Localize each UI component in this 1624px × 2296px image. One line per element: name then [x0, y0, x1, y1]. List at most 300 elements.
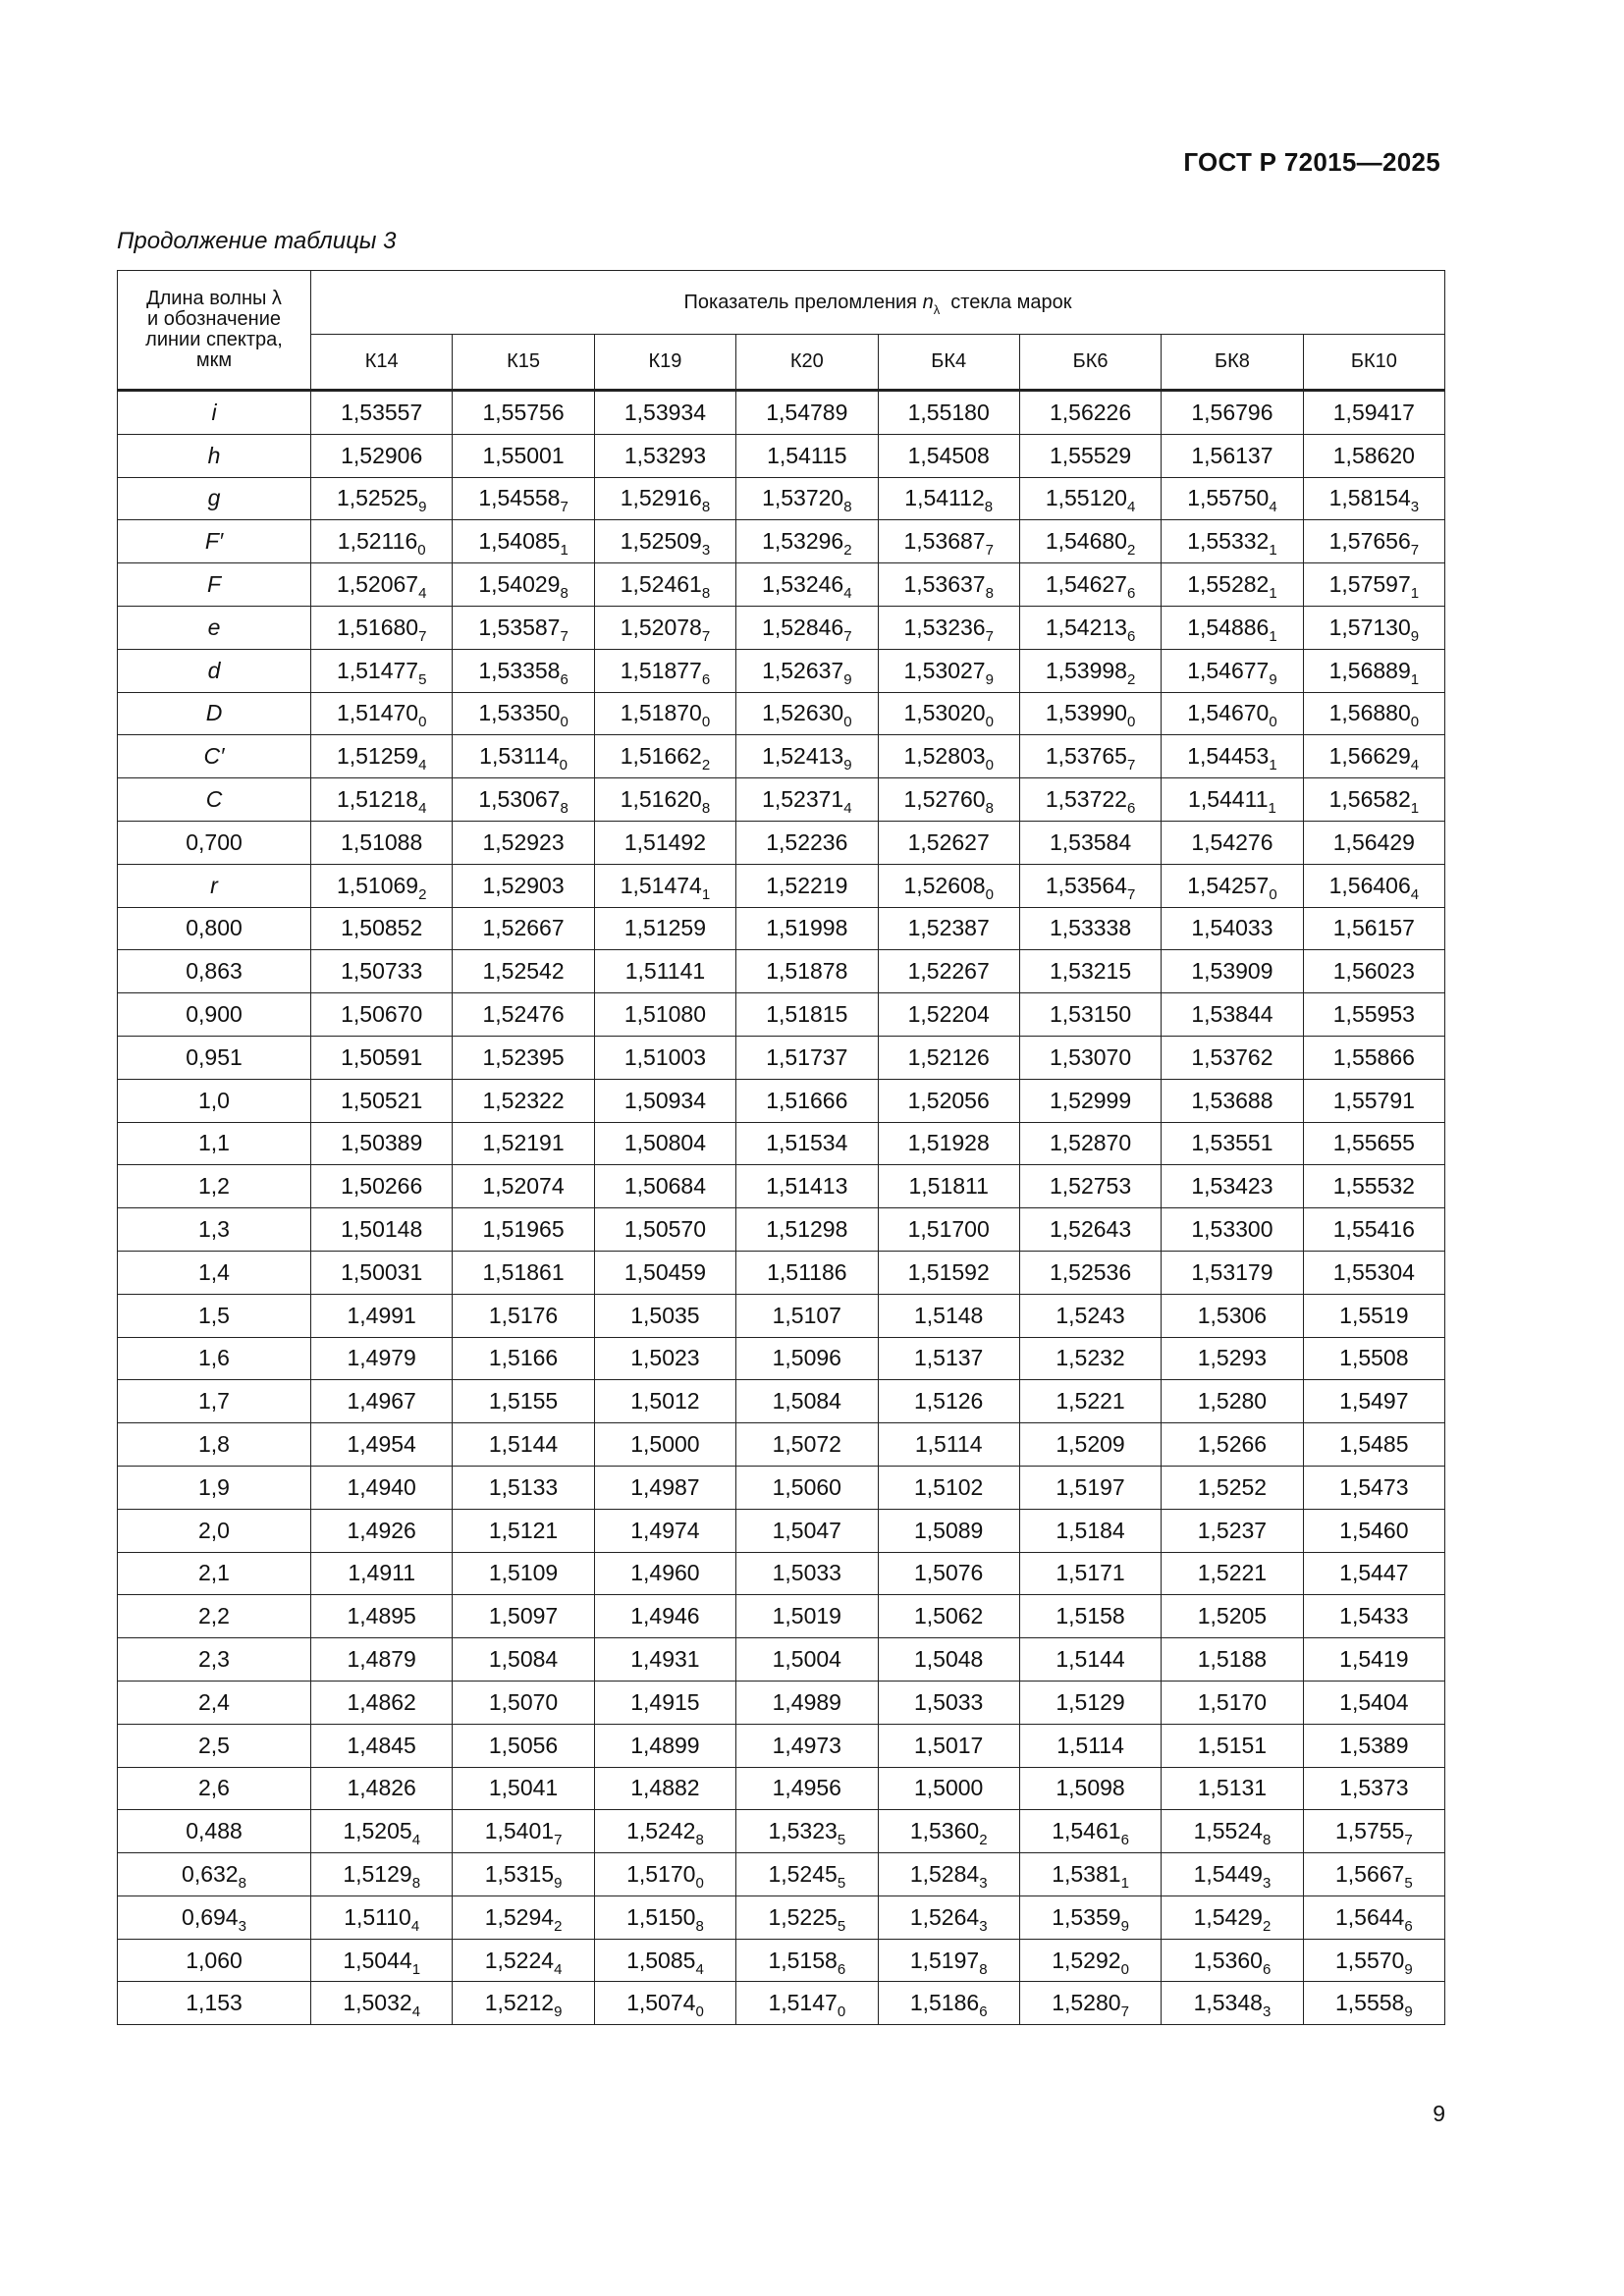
refractive-index-cell: 1,53150 [1019, 993, 1161, 1037]
refractive-index-cell: 1,5102 [878, 1466, 1019, 1509]
refractive-index-cell: 1,4987 [594, 1466, 735, 1509]
table-row [118, 1509, 1445, 1552]
refractive-index-cell: 1,4862 [311, 1681, 453, 1724]
refractive-index-cell: 1,5109 [453, 1552, 594, 1595]
refractive-index-cell: 1,5280 [1162, 1380, 1303, 1423]
refractive-index-cell: $1,5359_9$ [1019, 1896, 1161, 1939]
refractive-index-cell: 1,53551 [1162, 1122, 1303, 1165]
table-row [118, 520, 1445, 563]
refractive-index-cell: 1,50670 [311, 993, 453, 1037]
refractive-index-cell: 1,5176 [453, 1294, 594, 1337]
refractive-index-cell: $1,52630_0$ [736, 692, 878, 735]
refractive-index-cell: 1,5070 [453, 1681, 594, 1724]
refractive-index-cell: 1,5205 [1162, 1595, 1303, 1638]
wavelength-label: g [118, 477, 311, 520]
refractive-index-cell: $1,5044_1$ [311, 1939, 453, 1982]
refractive-index-cell: $1,53637_8$ [878, 563, 1019, 607]
refractive-index-cell: $1,5170_0$ [594, 1853, 735, 1896]
refractive-index-group-header: Показатель преломления $n_\lambda$ стекла марок [311, 271, 1445, 335]
refractive-index-cell: 1,54508 [878, 434, 1019, 477]
refractive-index-cell: 1,5121 [453, 1509, 594, 1552]
refractive-index-cell: $1,5644_6$ [1303, 1896, 1444, 1939]
refractive-index-cell: $1,5360_2$ [878, 1810, 1019, 1853]
refractive-index-cell: 1,5047 [736, 1509, 878, 1552]
table-row [118, 993, 1445, 1037]
refractive-index-cell: $1,5242_8$ [594, 1810, 735, 1853]
refractive-index-cell: $1,5147_0$ [736, 1982, 878, 2025]
refractive-index-cell: 1,4911 [311, 1552, 453, 1595]
refractive-index-cell: 1,50852 [311, 907, 453, 950]
table-row [118, 434, 1445, 477]
refractive-index-cell: 1,51700 [878, 1208, 1019, 1252]
table-row [118, 391, 1445, 435]
wavelength-label: $0,632_8$ [118, 1853, 311, 1896]
refractive-index-cell: $1,54112_8$ [878, 477, 1019, 520]
refractive-index-cell: 1,51413 [736, 1165, 878, 1208]
wavelength-label: e [118, 606, 311, 649]
refractive-index-cell: 1,4954 [311, 1423, 453, 1467]
refractive-index-cell: 1,4973 [736, 1724, 878, 1767]
table-row [118, 1595, 1445, 1638]
refractive-index-cell: $1,54627_6$ [1019, 563, 1161, 607]
refractive-index-cell: $1,5032_4$ [311, 1982, 453, 2025]
refractive-index-cell: 1,52906 [311, 434, 453, 477]
table-row [118, 563, 1445, 607]
wavelength-label: 2,6 [118, 1767, 311, 1810]
refractive-index-cell: 1,5017 [878, 1724, 1019, 1767]
refractive-index-cell: 1,5019 [736, 1595, 878, 1638]
refractive-index-cell: $1,52067_4$ [311, 563, 453, 607]
refractive-index-cell: 1,50804 [594, 1122, 735, 1165]
refractive-index-cell: 1,4960 [594, 1552, 735, 1595]
refractive-index-cell: 1,52126 [878, 1036, 1019, 1079]
table-body [118, 391, 1445, 2025]
refractive-index-cell: $1,5085_4$ [594, 1939, 735, 1982]
refractive-index-cell: 1,55953 [1303, 993, 1444, 1037]
refractive-index-cell: 1,5485 [1303, 1423, 1444, 1467]
refractive-index-cell: 1,5144 [453, 1423, 594, 1467]
refractive-index-cell: 1,5048 [878, 1638, 1019, 1682]
refractive-index-cell: $1,52637_9$ [736, 649, 878, 692]
refractive-index-cell: $1,5205_4$ [311, 1810, 453, 1853]
refractive-index-cell: 1,52753 [1019, 1165, 1161, 1208]
table-row [118, 1380, 1445, 1423]
wavelength-label: 1,1 [118, 1122, 311, 1165]
refractive-index-cell: 1,4946 [594, 1595, 735, 1638]
refractive-index-cell: 1,5252 [1162, 1466, 1303, 1509]
refractive-index-cell: $1,51620_8$ [594, 778, 735, 822]
table-row [118, 1552, 1445, 1595]
refractive-index-cell: 1,50389 [311, 1122, 453, 1165]
refractive-index-cell: 1,55529 [1019, 434, 1161, 477]
wavelength-label: r [118, 864, 311, 907]
refractive-index-cell: $1,52371_4$ [736, 778, 878, 822]
refractive-index-cell: 1,5129 [1019, 1681, 1161, 1724]
table-row [118, 1079, 1445, 1122]
table-row [118, 735, 1445, 778]
refractive-index-cell: $1,54680_2$ [1019, 520, 1161, 563]
refractive-index-cell: 1,51928 [878, 1122, 1019, 1165]
refractive-index-cell: 1,4845 [311, 1724, 453, 1767]
refractive-index-cell: 1,50934 [594, 1079, 735, 1122]
refractive-index-cell: 1,59417 [1303, 391, 1444, 435]
refractive-index-cell: 1,4826 [311, 1767, 453, 1810]
refractive-index-cell: $1,53114_0$ [453, 735, 594, 778]
refractive-index-cell: 1,53338 [1019, 907, 1161, 950]
table-row [118, 1423, 1445, 1467]
refractive-index-cell: $1,54677_9$ [1162, 649, 1303, 692]
refractive-index-cell: $1,5074_0$ [594, 1982, 735, 2025]
refractive-index-cell: 1,4956 [736, 1767, 878, 1810]
wavelength-label: C′ [118, 735, 311, 778]
refractive-index-cell: $1,5449_3$ [1162, 1853, 1303, 1896]
refractive-index-cell: 1,51815 [736, 993, 878, 1037]
wavelength-label: 2,2 [118, 1595, 311, 1638]
refractive-index-cell: 1,5060 [736, 1466, 878, 1509]
wavelength-label: F′ [118, 520, 311, 563]
refractive-index-cell: $1,55332_1$ [1162, 520, 1303, 563]
refractive-index-cell: 1,51003 [594, 1036, 735, 1079]
refractive-index-cell: $1,5197_8$ [878, 1939, 1019, 1982]
refractive-index-cell: $1,54411_1$ [1162, 778, 1303, 822]
refractive-index-cell: $1,51218_4$ [311, 778, 453, 822]
refractive-index-cell: $1,5294_2$ [453, 1896, 594, 1939]
refractive-index-cell: 1,5419 [1303, 1638, 1444, 1682]
refractive-index-cell: 1,53179 [1162, 1251, 1303, 1294]
wavelength-label: d [118, 649, 311, 692]
refractive-index-cell: $1,5558_9$ [1303, 1982, 1444, 2025]
refractive-index-cell: 1,5097 [453, 1595, 594, 1638]
refractive-index-cell: 1,5158 [1019, 1595, 1161, 1638]
refractive-index-cell: 1,5166 [453, 1337, 594, 1380]
refractive-index-cell: $1,53564_7$ [1019, 864, 1161, 907]
refractive-index-cell: $1,5150_8$ [594, 1896, 735, 1939]
refractive-index-cell: 1,5133 [453, 1466, 594, 1509]
refractive-index-cell: 1,51088 [311, 821, 453, 864]
refractive-index-cell: 1,50459 [594, 1251, 735, 1294]
wavelength-label: 1,3 [118, 1208, 311, 1252]
table-row [118, 907, 1445, 950]
refractive-index-cell: $1,56880_0$ [1303, 692, 1444, 735]
refractive-index-cell: $1,54085_1$ [453, 520, 594, 563]
refractive-index-cell: $1,53722_6$ [1019, 778, 1161, 822]
wavelength-label: 1,153 [118, 1982, 311, 2025]
refractive-index-cell: 1,5447 [1303, 1552, 1444, 1595]
refractive-index-cell: $1,53998_2$ [1019, 649, 1161, 692]
refractive-index-cell: $1,53236_7$ [878, 606, 1019, 649]
refractive-index-cell: $1,5461_6$ [1019, 1810, 1161, 1853]
refractive-index-cell: $1,5224_4$ [453, 1939, 594, 1982]
table-row [118, 1466, 1445, 1509]
refractive-index-cell: 1,52999 [1019, 1079, 1161, 1122]
refractive-index-cell: $1,53765_7$ [1019, 735, 1161, 778]
refractive-index-cell: 1,4989 [736, 1681, 878, 1724]
table-row [118, 1122, 1445, 1165]
refractive-index-cell: 1,52267 [878, 950, 1019, 993]
refractive-index-cell: 1,53423 [1162, 1165, 1303, 1208]
refractive-index-cell: 1,4926 [311, 1509, 453, 1552]
refractive-index-cell: $1,53990_0$ [1019, 692, 1161, 735]
refractive-index-cell: $1,53067_8$ [453, 778, 594, 822]
refractive-index-cell: 1,5098 [1019, 1767, 1161, 1810]
refractive-index-cell: 1,52903 [453, 864, 594, 907]
refractive-index-cell: 1,52219 [736, 864, 878, 907]
refractive-index-cell: 1,50591 [311, 1036, 453, 1079]
refractive-index-cell: $1,54558_7$ [453, 477, 594, 520]
wavelength-label: 0,863 [118, 950, 311, 993]
refractive-index-cell: 1,50266 [311, 1165, 453, 1208]
refractive-index-cell: $1,52078_7$ [594, 606, 735, 649]
refractive-index-cell: 1,51141 [594, 950, 735, 993]
refractive-index-cell: 1,51878 [736, 950, 878, 993]
table-row [118, 1165, 1445, 1208]
refractive-index-cell: 1,4899 [594, 1724, 735, 1767]
refractive-index-cell: 1,5373 [1303, 1767, 1444, 1810]
refractive-index-cell: $1,53687_7$ [878, 520, 1019, 563]
refractive-index-cell: 1,5084 [736, 1380, 878, 1423]
refractive-index-cell: $1,52509_3$ [594, 520, 735, 563]
refractive-index-cell: $1,55750_4$ [1162, 477, 1303, 520]
refractive-index-cell: 1,5508 [1303, 1337, 1444, 1380]
refractive-index-cell: 1,51998 [736, 907, 878, 950]
refractive-index-cell: $1,53296_2$ [736, 520, 878, 563]
refractive-index-cell: 1,5004 [736, 1638, 878, 1682]
refractive-index-cell: 1,5000 [878, 1767, 1019, 1810]
refractive-index-cell: $1,55282_1$ [1162, 563, 1303, 607]
refractive-index-cell: $1,51470_0$ [311, 692, 453, 735]
refractive-index-cell: 1,50148 [311, 1208, 453, 1252]
refractive-index-cell: 1,55532 [1303, 1165, 1444, 1208]
refractive-index-cell: 1,52476 [453, 993, 594, 1037]
wavelength-label: 1,6 [118, 1337, 311, 1380]
refractive-index-cell: 1,56226 [1019, 391, 1161, 435]
refractive-index-cell: 1,52395 [453, 1036, 594, 1079]
refractive-index-cell: $1,5755_7$ [1303, 1810, 1444, 1853]
refractive-index-cell: 1,54789 [736, 391, 878, 435]
refractive-index-cell: 1,5144 [1019, 1638, 1161, 1682]
refractive-index-cell: 1,5114 [878, 1423, 1019, 1467]
refractive-index-cell: 1,55791 [1303, 1079, 1444, 1122]
refractive-index-cell: 1,51298 [736, 1208, 878, 1252]
refractive-index-cell: 1,4882 [594, 1767, 735, 1810]
refractive-index-cell: 1,50570 [594, 1208, 735, 1252]
table-row [118, 864, 1445, 907]
refractive-index-cell: $1,51477_5$ [311, 649, 453, 692]
refractive-index-cell: 1,55304 [1303, 1251, 1444, 1294]
refractive-index-cell: 1,55756 [453, 391, 594, 435]
refractive-index-cell: 1,5197 [1019, 1466, 1161, 1509]
refractive-index-cell: $1,56582_1$ [1303, 778, 1444, 822]
refractive-index-cell: 1,5221 [1162, 1552, 1303, 1595]
refractive-index-cell: 1,5171 [1019, 1552, 1161, 1595]
wavelength-label: 1,5 [118, 1294, 311, 1337]
refractive-index-cell: $1,51259_4$ [311, 735, 453, 778]
table-row [118, 1982, 1445, 2025]
refractive-index-cell: 1,51592 [878, 1251, 1019, 1294]
column-header: БК8 [1162, 335, 1303, 391]
refractive-index-cell: 1,50031 [311, 1251, 453, 1294]
refractive-index-cell: 1,53844 [1162, 993, 1303, 1037]
table-row [118, 1853, 1445, 1896]
refractive-index-cell: 1,50733 [311, 950, 453, 993]
wavelength-label: 0,800 [118, 907, 311, 950]
refractive-index-cell: $1,5667_5$ [1303, 1853, 1444, 1896]
refractive-index-cell: 1,5232 [1019, 1337, 1161, 1380]
refractive-index-cell: $1,53246_4$ [736, 563, 878, 607]
refractive-index-cell: 1,5473 [1303, 1466, 1444, 1509]
refractive-index-cell: $1,58154_3$ [1303, 477, 1444, 520]
refractive-index-cell: 1,53300 [1162, 1208, 1303, 1252]
refractive-index-cell: 1,53584 [1019, 821, 1161, 864]
refractive-index-cell: 1,55001 [453, 434, 594, 477]
refractive-index-cell: $1,52916_8$ [594, 477, 735, 520]
refractive-index-cell: 1,4915 [594, 1681, 735, 1724]
refractive-index-cell: $1,54670_0$ [1162, 692, 1303, 735]
table-row [118, 1251, 1445, 1294]
wavelength-label: 1,8 [118, 1423, 311, 1467]
column-header: К15 [453, 335, 594, 391]
refractive-index-cell: $1,52461_8$ [594, 563, 735, 607]
wavelength-label: 0,488 [118, 1810, 311, 1853]
refractive-index-cell: $1,5323_5$ [736, 1810, 878, 1853]
refractive-index-cell: 1,52627 [878, 821, 1019, 864]
page-number: 9 [1433, 2101, 1445, 2126]
wavelength-label: 1,0 [118, 1079, 311, 1122]
refractive-index-cell: 1,5131 [1162, 1767, 1303, 1810]
refractive-index-cell: 1,54115 [736, 434, 878, 477]
refractive-index-cell: 1,56429 [1303, 821, 1444, 864]
refractive-index-cell: 1,51080 [594, 993, 735, 1037]
wavelength-label: i [118, 391, 311, 435]
column-header: К20 [736, 335, 878, 391]
refractive-index-cell: 1,5155 [453, 1380, 594, 1423]
refractive-index-cell: 1,53557 [311, 391, 453, 435]
refractive-index-cell: $1,51877_6$ [594, 649, 735, 692]
refractive-index-cell: $1,5570_9$ [1303, 1939, 1444, 1982]
wavelength-label: D [118, 692, 311, 735]
table-row [118, 692, 1445, 735]
refractive-index-cell: 1,54033 [1162, 907, 1303, 950]
table-row [118, 1810, 1445, 1853]
refractive-index-cell: 1,56137 [1162, 434, 1303, 477]
refractive-index-cell: 1,51186 [736, 1251, 878, 1294]
wavelength-label: 0,951 [118, 1036, 311, 1079]
document-code: ГОСТ Р 72015—2025 [1183, 147, 1440, 177]
refractive-index-cell: 1,52643 [1019, 1208, 1161, 1252]
refractive-index-cell: $1,5429_2$ [1162, 1896, 1303, 1939]
refractive-index-cell: 1,52870 [1019, 1122, 1161, 1165]
refractive-index-cell: 1,52236 [736, 821, 878, 864]
wavelength-label: 2,4 [118, 1681, 311, 1724]
refractive-index-cell: $1,56629_4$ [1303, 735, 1444, 778]
refractive-index-cell: $1,5348_3$ [1162, 1982, 1303, 2025]
table-row [118, 1337, 1445, 1380]
refractive-index-cell: 1,51861 [453, 1251, 594, 1294]
refractive-index-cell: 1,5243 [1019, 1294, 1161, 1337]
refractive-index-cell: 1,51666 [736, 1079, 878, 1122]
refractive-index-cell: 1,4967 [311, 1380, 453, 1423]
refractive-index-cell: 1,5096 [736, 1337, 878, 1380]
refractive-index-cell: $1,5225_5$ [736, 1896, 878, 1939]
refractive-index-cell: 1,55866 [1303, 1036, 1444, 1079]
refractive-index-cell: $1,52413_9$ [736, 735, 878, 778]
wavelength-label: 0,700 [118, 821, 311, 864]
table-row [118, 1294, 1445, 1337]
refractive-index-cell: 1,53762 [1162, 1036, 1303, 1079]
refractive-index-cell: 1,5033 [736, 1552, 878, 1595]
refractive-index-cell: $1,53020_0$ [878, 692, 1019, 735]
refractive-index-cell: 1,4879 [311, 1638, 453, 1682]
refractive-index-cell: 1,5221 [1019, 1380, 1161, 1423]
refractive-index-cell: 1,52387 [878, 907, 1019, 950]
column-header: БК10 [1303, 335, 1444, 391]
refractive-index-cell: 1,52204 [878, 993, 1019, 1037]
refractive-index-cell: 1,5107 [736, 1294, 878, 1337]
refractive-index-cell: $1,54213_6$ [1019, 606, 1161, 649]
refractive-index-cell: 1,5023 [594, 1337, 735, 1380]
column-header: БК4 [878, 335, 1019, 391]
table-row [118, 778, 1445, 822]
refractive-index-cell: $1,5110_4$ [311, 1896, 453, 1939]
refractive-index-cell: $1,54453_1$ [1162, 735, 1303, 778]
column-header: БК6 [1019, 335, 1161, 391]
refractive-index-cell: $1,5158_6$ [736, 1939, 878, 1982]
refractive-index-cell: 1,52542 [453, 950, 594, 993]
refractive-index-cell: 1,5137 [878, 1337, 1019, 1380]
refractive-index-cell: $1,5245_5$ [736, 1853, 878, 1896]
refractive-index-cell: $1,53027_9$ [878, 649, 1019, 692]
refractive-index-cell: 1,50684 [594, 1165, 735, 1208]
refractive-index-cell: $1,5186_6$ [878, 1982, 1019, 2025]
refractive-index-cell: 1,5035 [594, 1294, 735, 1337]
refractive-index-cell: $1,51069_2$ [311, 864, 453, 907]
refractive-index-cell: 1,5433 [1303, 1595, 1444, 1638]
refractive-index-cell: $1,5315_9$ [453, 1853, 594, 1896]
refractive-index-cell: 1,5072 [736, 1423, 878, 1467]
wavelength-label: 1,9 [118, 1466, 311, 1509]
wavelength-label: 0,900 [118, 993, 311, 1037]
refractive-index-cell: 1,5306 [1162, 1294, 1303, 1337]
refractive-index-cell: $1,5129_8$ [311, 1853, 453, 1896]
wavelength-label: 2,1 [118, 1552, 311, 1595]
refractive-index-cell: 1,4931 [594, 1638, 735, 1682]
refractive-index-cell: 1,54276 [1162, 821, 1303, 864]
refractive-index-cell: 1,55655 [1303, 1122, 1444, 1165]
refractive-index-cell: 1,55416 [1303, 1208, 1444, 1252]
table-row [118, 606, 1445, 649]
refractive-index-cell: 1,52923 [453, 821, 594, 864]
table-row [118, 649, 1445, 692]
column-header: К19 [594, 335, 735, 391]
refractive-index-table [117, 270, 1445, 2025]
refractive-index-cell: $1,5524_8$ [1162, 1810, 1303, 1853]
refractive-index-cell: $1,56889_1$ [1303, 649, 1444, 692]
refractive-index-cell: 1,52536 [1019, 1251, 1161, 1294]
refractive-index-cell: 1,5519 [1303, 1294, 1444, 1337]
wavelength-label: 1,4 [118, 1251, 311, 1294]
refractive-index-cell: 1,5404 [1303, 1681, 1444, 1724]
refractive-index-cell: 1,5151 [1162, 1724, 1303, 1767]
refractive-index-cell: 1,53688 [1162, 1079, 1303, 1122]
table-row [118, 477, 1445, 520]
refractive-index-cell: 1,51737 [736, 1036, 878, 1079]
refractive-index-cell: $1,53358_6$ [453, 649, 594, 692]
table-row [118, 1939, 1445, 1982]
refractive-index-cell: $1,54029_8$ [453, 563, 594, 607]
refractive-index-cell: 1,5056 [453, 1724, 594, 1767]
refractive-index-cell: $1,5264_3$ [878, 1896, 1019, 1939]
refractive-index-cell: $1,5280_7$ [1019, 1982, 1161, 2025]
